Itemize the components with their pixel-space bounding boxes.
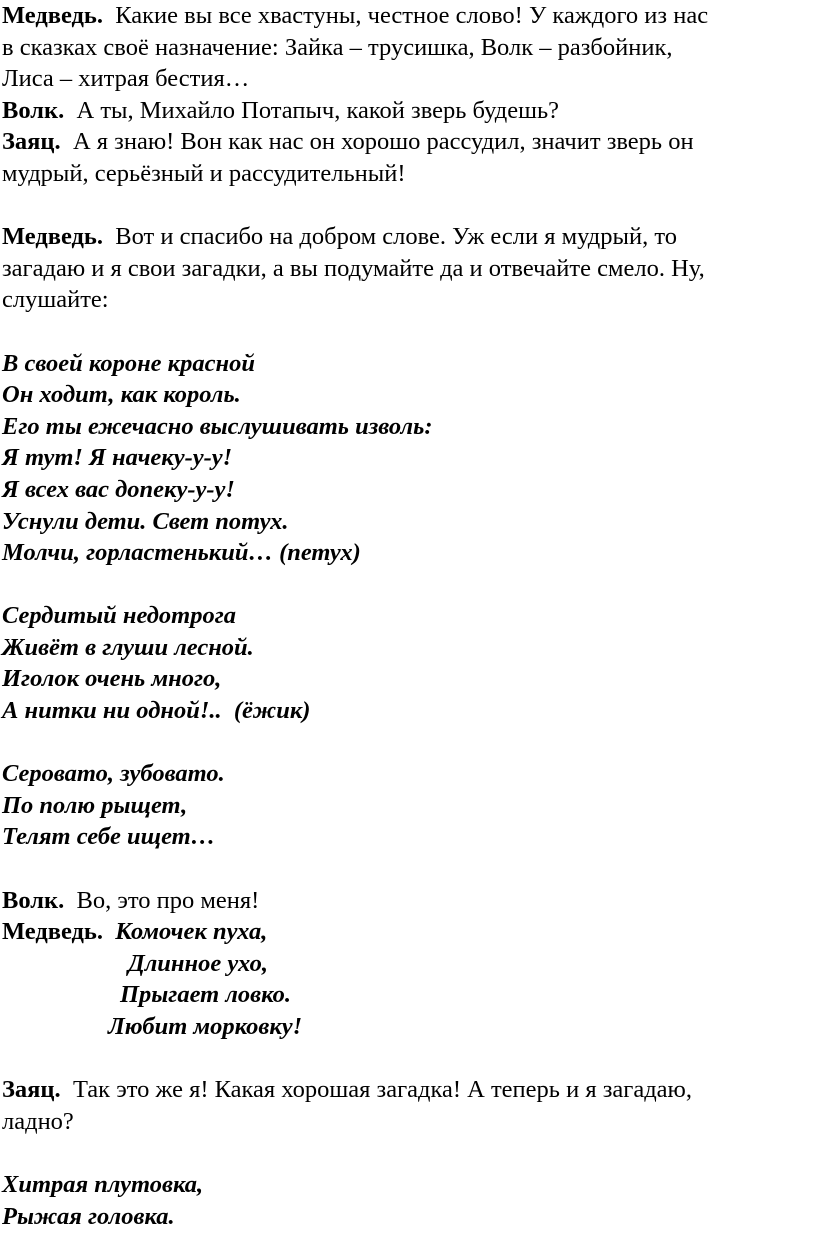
riddle-wolf: [2, 758, 802, 853]
paragraph-hare-1: [2, 126, 802, 189]
paragraph-wolf-2: [2, 885, 802, 917]
riddle-line: Я тут! Я начеку-у-у!: [2, 444, 233, 472]
text-line: [2, 126, 802, 158]
blank-line: [2, 569, 802, 601]
text-line: [2, 0, 802, 32]
riddle-line: Сердитый недотрога: [2, 602, 237, 630]
riddle-line: Уснули дети. Свет потух.: [2, 507, 289, 535]
riddle-line: В своей короне красной: [2, 349, 255, 377]
line-text: Какие вы все хвастуны, честное слово! У каждого из нас: [115, 2, 709, 29]
text-line: [2, 1074, 802, 1106]
paragraph-bear-1: [2, 0, 802, 95]
riddle-fox: [2, 1169, 802, 1232]
riddle-line: Прыгает ловко.: [120, 981, 291, 1009]
riddle-line: Молчи, горластенький… (петух): [2, 539, 361, 567]
riddle-line: Рыжая головка.: [2, 1202, 175, 1230]
paragraph-bear-2: [2, 221, 802, 316]
text-line: [2, 916, 802, 948]
speaker-name: Медведь.: [2, 918, 104, 946]
text-line: Лиса – хитрая бестия…: [2, 65, 250, 93]
speaker-name: Волк.: [2, 96, 65, 124]
paragraph-wolf-1: [2, 95, 802, 127]
blank-line: [2, 853, 802, 885]
line-text: А ты, Михайло Потапыч, какой зверь будешь?: [76, 96, 560, 124]
riddle-line: Любит морковку!: [108, 1013, 303, 1040]
riddle-line: А нитки ни одной!.. (ёжик): [2, 697, 311, 725]
line-text: А я знаю! Вон как нас он хорошо рассудил, значит зверь он: [72, 128, 694, 156]
riddle-line: Я всех вас допеку-у-у!: [2, 475, 235, 503]
blank-line: [2, 727, 802, 759]
riddle-line: Живёт в глуши лесной.: [2, 633, 254, 661]
speaker-name: Волк.: [2, 886, 65, 914]
speaker-name: Медведь.: [2, 2, 104, 29]
riddle-line: Комочек пуха,: [115, 918, 268, 946]
riddle-line: Он ходит, как король.: [2, 381, 241, 409]
text-line: в сказках своё назначение: Зайка – трусишка, Волк – разбойник,: [2, 33, 673, 61]
speaker-name: Заяц.: [2, 128, 61, 156]
riddle-line: Хитрая плутовка,: [2, 1170, 204, 1198]
text-line: мудрый, серьёзный и рассудительный!: [2, 159, 406, 187]
paragraph-hare-2: [2, 1074, 802, 1137]
text-line: ладно?: [2, 1107, 74, 1135]
line-text: Так это же я! Какая хорошая загадка! А теперь и я загадаю,: [72, 1076, 692, 1104]
text-line: слушайте:: [2, 286, 109, 314]
line-text: Вот и спасибо на добром слове. Уж если я мудрый, то: [115, 223, 677, 251]
text-line: [2, 221, 802, 253]
riddle-line: Серовато, зубовато.: [2, 760, 225, 788]
speaker-name: Медведь.: [2, 223, 104, 251]
riddle-line: Его ты ежечасно выслушивать изволь:: [2, 412, 433, 440]
riddle-line: Телят себе ищет…: [2, 823, 216, 851]
blank-line: [2, 316, 802, 348]
text-line: загадаю и я свои загадки, а вы подумайте да и отвечайте смело. Ну,: [2, 254, 705, 282]
riddle-line: Длинное ухо,: [128, 949, 268, 977]
blank-line: [2, 1043, 802, 1075]
line-text: Во, это про меня!: [76, 886, 260, 914]
riddle-line: По полю рыщет,: [2, 791, 188, 819]
speaker-name: Заяц.: [2, 1076, 61, 1104]
paragraph-bear-3: [2, 916, 802, 1042]
blank-line: [2, 190, 802, 222]
blank-line: [2, 1137, 802, 1169]
riddle-rooster: [2, 348, 802, 569]
riddle-line: Иголок очень много,: [2, 665, 222, 693]
riddle-hedgehog: [2, 600, 802, 726]
